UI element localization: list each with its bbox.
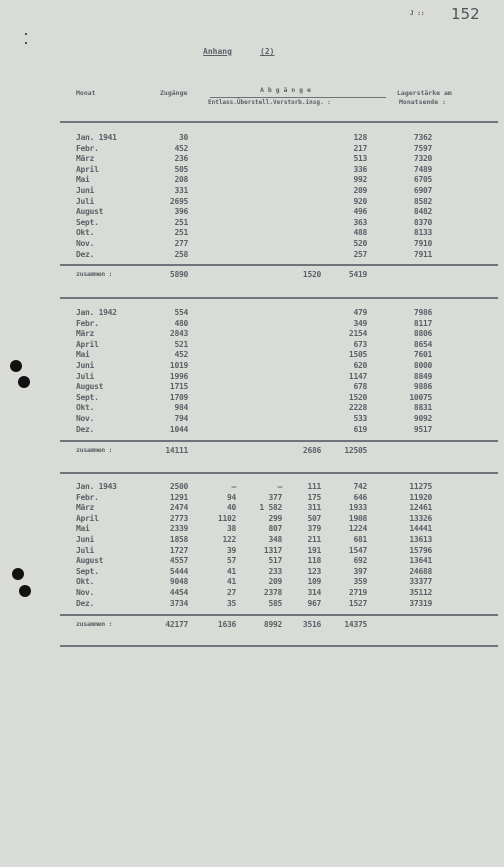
cell-ver: 175 (307, 492, 321, 502)
cell-lag: 7320 (413, 154, 432, 164)
punch-hole (19, 585, 31, 597)
cell-month: Febr. (76, 318, 99, 328)
cell-month: März (76, 503, 95, 513)
cell-month: April (76, 339, 99, 349)
cell-zug: 505 (174, 164, 188, 174)
cell-ins: 496 (353, 207, 367, 217)
cell-month: Mai (76, 524, 90, 534)
cell-zug: 5444 (169, 566, 188, 576)
total-ent: 1636 (217, 620, 236, 629)
total-ins: 5419 (348, 270, 367, 279)
cell-lag: 8000 (413, 361, 432, 370)
cell-zug: 1727 (169, 545, 188, 555)
cell-lag: 7362 (413, 133, 432, 142)
cell-zug: 452 (174, 143, 188, 153)
cell-ent: 94 (226, 492, 236, 502)
cell-zug: 2339 (169, 524, 188, 534)
cell-ins: 920 (353, 196, 367, 206)
total-label: zusammen : (76, 446, 113, 454)
cell-lag: 8654 (413, 339, 432, 349)
cell-zug: 3734 (169, 598, 188, 608)
cell-ueb: 348 (268, 535, 282, 544)
cell-ins: 397 (353, 566, 367, 576)
cell-ins: 520 (353, 239, 367, 248)
cell-ins: 1505 (348, 350, 367, 360)
cell-ins: 257 (353, 249, 367, 259)
cell-zug: 2474 (169, 503, 188, 513)
cell-lag: 13326 (409, 513, 432, 523)
cell-month: Nov. (76, 414, 95, 423)
cell-lag: 14441 (409, 524, 432, 534)
cell-ueb: 233 (268, 566, 282, 576)
cell-ins: 1520 (348, 392, 367, 402)
ink-dot (25, 42, 27, 44)
cell-ins: 1547 (348, 545, 367, 555)
cell-ins: 217 (353, 143, 367, 153)
cell-lag: 24688 (409, 566, 432, 576)
cell-ins: 349 (353, 318, 367, 328)
cell-month: Okt. (76, 403, 95, 413)
header-abgaenge-sub: Entlass.Überstell.Verstorb.insg. : (208, 99, 331, 106)
cell-ueb: — (277, 482, 282, 491)
cell-lag: 10075 (409, 392, 432, 402)
cell-zug: 1291 (169, 492, 188, 502)
cell-ent: 57 (226, 556, 236, 566)
cell-zug: 452 (174, 350, 188, 360)
cell-month: April (76, 164, 99, 174)
cell-ver: 967 (307, 598, 321, 608)
cell-ins: 2719 (348, 588, 367, 597)
cell-ver: 118 (307, 556, 321, 566)
cell-lag: 9092 (413, 414, 432, 423)
cell-zug: 2500 (169, 482, 188, 491)
cell-lag: 33377 (409, 577, 432, 587)
cell-lag: 6705 (413, 175, 432, 185)
header-lagerstaerke-sub: Monatsende : (399, 98, 446, 106)
cell-month: August (76, 207, 104, 217)
cell-month: Juni (76, 361, 95, 370)
cell-month: Dez. (76, 424, 95, 434)
cell-ins: 681 (353, 535, 367, 544)
cell-zug: 258 (174, 249, 188, 259)
cell-ins: 1147 (348, 371, 367, 381)
cell-month: Juli (76, 371, 95, 381)
rule-section-3 (60, 472, 498, 474)
cell-lag: 7601 (413, 350, 432, 360)
cell-ins: 619 (353, 424, 367, 434)
abgaenge-underline (210, 97, 386, 98)
cell-ver: 123 (307, 566, 321, 576)
page-number: 152 (451, 5, 480, 23)
cell-month: März (76, 154, 95, 164)
cell-ins: 336 (353, 164, 367, 174)
total-label: zusammen : (76, 270, 113, 278)
cell-zug: 794 (174, 414, 188, 423)
cell-month: Sept. (76, 217, 99, 227)
cell-zug: 30 (178, 133, 188, 142)
cell-lag: 6907 (413, 186, 432, 195)
rule-total-2 (60, 440, 498, 442)
cell-zug: 521 (174, 339, 188, 349)
cell-ueb: 2378 (263, 588, 282, 597)
cell-lag: 37319 (409, 598, 432, 608)
cell-ver: 211 (307, 535, 321, 544)
cell-ins: 209 (353, 186, 367, 195)
total-label: zusammen : (76, 620, 113, 628)
header-zugaenge: Zugänge (160, 89, 188, 97)
cell-ent: 38 (226, 524, 236, 534)
cell-ueb: 585 (268, 598, 282, 608)
cell-ins: 128 (353, 133, 367, 142)
cell-zug: 1709 (169, 392, 188, 402)
rule-total-1 (60, 264, 498, 266)
cell-month: Jan. 1941 (76, 133, 117, 142)
total-zug: 42177 (165, 620, 188, 629)
rule-bottom (60, 645, 498, 647)
cell-month: Juli (76, 196, 95, 206)
total-zug: 5890 (169, 270, 188, 279)
cell-ins: 620 (353, 361, 367, 370)
cell-month: Dez. (76, 249, 95, 259)
cell-ueb: 517 (268, 556, 282, 566)
cell-lag: 8133 (413, 228, 432, 238)
cell-month: Mai (76, 175, 90, 185)
cell-ins: 513 (353, 154, 367, 164)
cell-month: Mai (76, 350, 90, 360)
cell-month: Dez. (76, 598, 95, 608)
cell-lag: 8831 (413, 403, 432, 413)
header-abgaenge: A b g ä n g e (260, 86, 311, 94)
cell-lag: 7597 (413, 143, 432, 153)
cell-ins: 742 (353, 482, 367, 491)
cell-ver: 109 (307, 577, 321, 587)
cell-ins: 992 (353, 175, 367, 185)
cell-zug: 2773 (169, 513, 188, 523)
cell-lag: 7911 (413, 249, 432, 259)
cell-ins: 1908 (348, 513, 367, 523)
cell-ins: 673 (353, 339, 367, 349)
cell-zug: 554 (174, 308, 188, 317)
cell-zug: 4557 (169, 556, 188, 566)
cell-lag: 11275 (409, 482, 432, 491)
cell-month: Okt. (76, 228, 95, 238)
total-ins: 14375 (344, 620, 367, 629)
punch-hole (10, 360, 22, 372)
cell-lag: 15796 (409, 545, 432, 555)
total-ueb: 8992 (263, 620, 282, 629)
cell-ent: 27 (226, 588, 236, 597)
cell-ins: 692 (353, 556, 367, 566)
cell-zug: 1996 (169, 371, 188, 381)
cell-ins: 1933 (348, 503, 367, 513)
cell-zug: 1858 (169, 535, 188, 544)
cell-lag: 7986 (413, 308, 432, 317)
cell-ver: 379 (307, 524, 321, 534)
cell-ent: 40 (226, 503, 236, 513)
title-part: (2) (260, 47, 275, 56)
cell-month: Sept. (76, 566, 99, 576)
rule-section-2 (60, 297, 498, 299)
cell-month: Okt. (76, 577, 95, 587)
cell-ins: 1224 (348, 524, 367, 534)
punch-hole (18, 376, 30, 388)
cell-zug: 396 (174, 207, 188, 217)
cell-lag: 35112 (409, 588, 432, 597)
cell-lag: 8117 (413, 318, 432, 328)
cell-month: März (76, 329, 95, 339)
cell-zug: 331 (174, 186, 188, 195)
cell-month: Nov. (76, 239, 95, 248)
cell-zug: 984 (174, 403, 188, 413)
cell-zug: 1044 (169, 424, 188, 434)
cell-lag: 13641 (409, 556, 432, 566)
cell-ins: 646 (353, 492, 367, 502)
cell-month: Juni (76, 186, 95, 195)
cell-zug: 277 (174, 239, 188, 248)
cell-ent: — (231, 482, 236, 491)
cell-month: Febr. (76, 492, 99, 502)
title-word: Anhang (203, 47, 232, 56)
cell-ins: 2154 (348, 329, 367, 339)
cell-zug: 208 (174, 175, 188, 185)
cell-ent: 35 (226, 598, 236, 608)
cell-zug: 2843 (169, 329, 188, 339)
cell-ver: 111 (307, 482, 321, 491)
stamp-mark: J :: (410, 10, 425, 17)
cell-month: April (76, 513, 99, 523)
cell-month: August (76, 382, 104, 392)
cell-ins: 488 (353, 228, 367, 238)
cell-ver: 191 (307, 545, 321, 555)
cell-ins: 359 (353, 577, 367, 587)
cell-lag: 8582 (413, 196, 432, 206)
cell-ent: 41 (226, 566, 236, 576)
cell-lag: 7910 (413, 239, 432, 248)
cell-zug: 2695 (169, 196, 188, 206)
total-ver: 3516 (302, 620, 321, 629)
cell-month: Febr. (76, 143, 99, 153)
cell-ver: 507 (307, 513, 321, 523)
cell-lag: 8849 (413, 371, 432, 381)
cell-month: Sept. (76, 392, 99, 402)
cell-month: August (76, 556, 104, 566)
cell-ueb: 377 (268, 492, 282, 502)
cell-ins: 1527 (348, 598, 367, 608)
cell-lag: 9886 (413, 382, 432, 392)
cell-ver: 314 (307, 588, 321, 597)
total-ver: 1520 (302, 270, 321, 279)
total-ins: 12505 (344, 446, 367, 455)
cell-ins: 678 (353, 382, 367, 392)
cell-zug: 1019 (169, 361, 188, 370)
cell-ueb: 299 (268, 513, 282, 523)
cell-lag: 11920 (409, 492, 432, 502)
cell-lag: 8806 (413, 329, 432, 339)
cell-ueb: 1317 (263, 545, 282, 555)
cell-ins: 533 (353, 414, 367, 423)
cell-ueb: 807 (268, 524, 282, 534)
header-lagerstaerke: Lagerstärke am (397, 89, 452, 97)
cell-ent: 1102 (217, 513, 236, 523)
cell-ver: 311 (307, 503, 321, 513)
punch-hole (12, 568, 24, 580)
cell-zug: 480 (174, 318, 188, 328)
total-zug: 14111 (165, 446, 188, 455)
header-monat: Monat (76, 89, 96, 97)
ink-dot (25, 33, 27, 35)
cell-ins: 2228 (348, 403, 367, 413)
cell-zug: 4454 (169, 588, 188, 597)
cell-zug: 251 (174, 217, 188, 227)
cell-ueb: 209 (268, 577, 282, 587)
rule-header (60, 121, 498, 123)
cell-ent: 39 (226, 545, 236, 555)
total-ver: 2686 (302, 446, 321, 455)
cell-month: Juli (76, 545, 95, 555)
cell-zug: 236 (174, 154, 188, 164)
cell-ins: 363 (353, 217, 367, 227)
cell-month: Jan. 1943 (76, 482, 117, 491)
cell-lag: 8482 (413, 207, 432, 217)
cell-lag: 9517 (413, 424, 432, 434)
cell-lag: 13613 (409, 535, 432, 544)
cell-month: Juni (76, 535, 95, 544)
rule-total-3 (60, 614, 498, 616)
cell-ueb: 1 582 (259, 503, 282, 513)
cell-ins: 479 (353, 308, 367, 317)
cell-ent: 122 (222, 535, 236, 544)
cell-month: Jan. 1942 (76, 308, 117, 317)
cell-zug: 251 (174, 228, 188, 238)
cell-lag: 8370 (413, 217, 432, 227)
cell-zug: 9048 (169, 577, 188, 587)
cell-ent: 41 (226, 577, 236, 587)
cell-zug: 1715 (169, 382, 188, 392)
cell-lag: 7489 (413, 164, 432, 174)
cell-lag: 12461 (409, 503, 432, 513)
cell-month: Nov. (76, 588, 95, 597)
